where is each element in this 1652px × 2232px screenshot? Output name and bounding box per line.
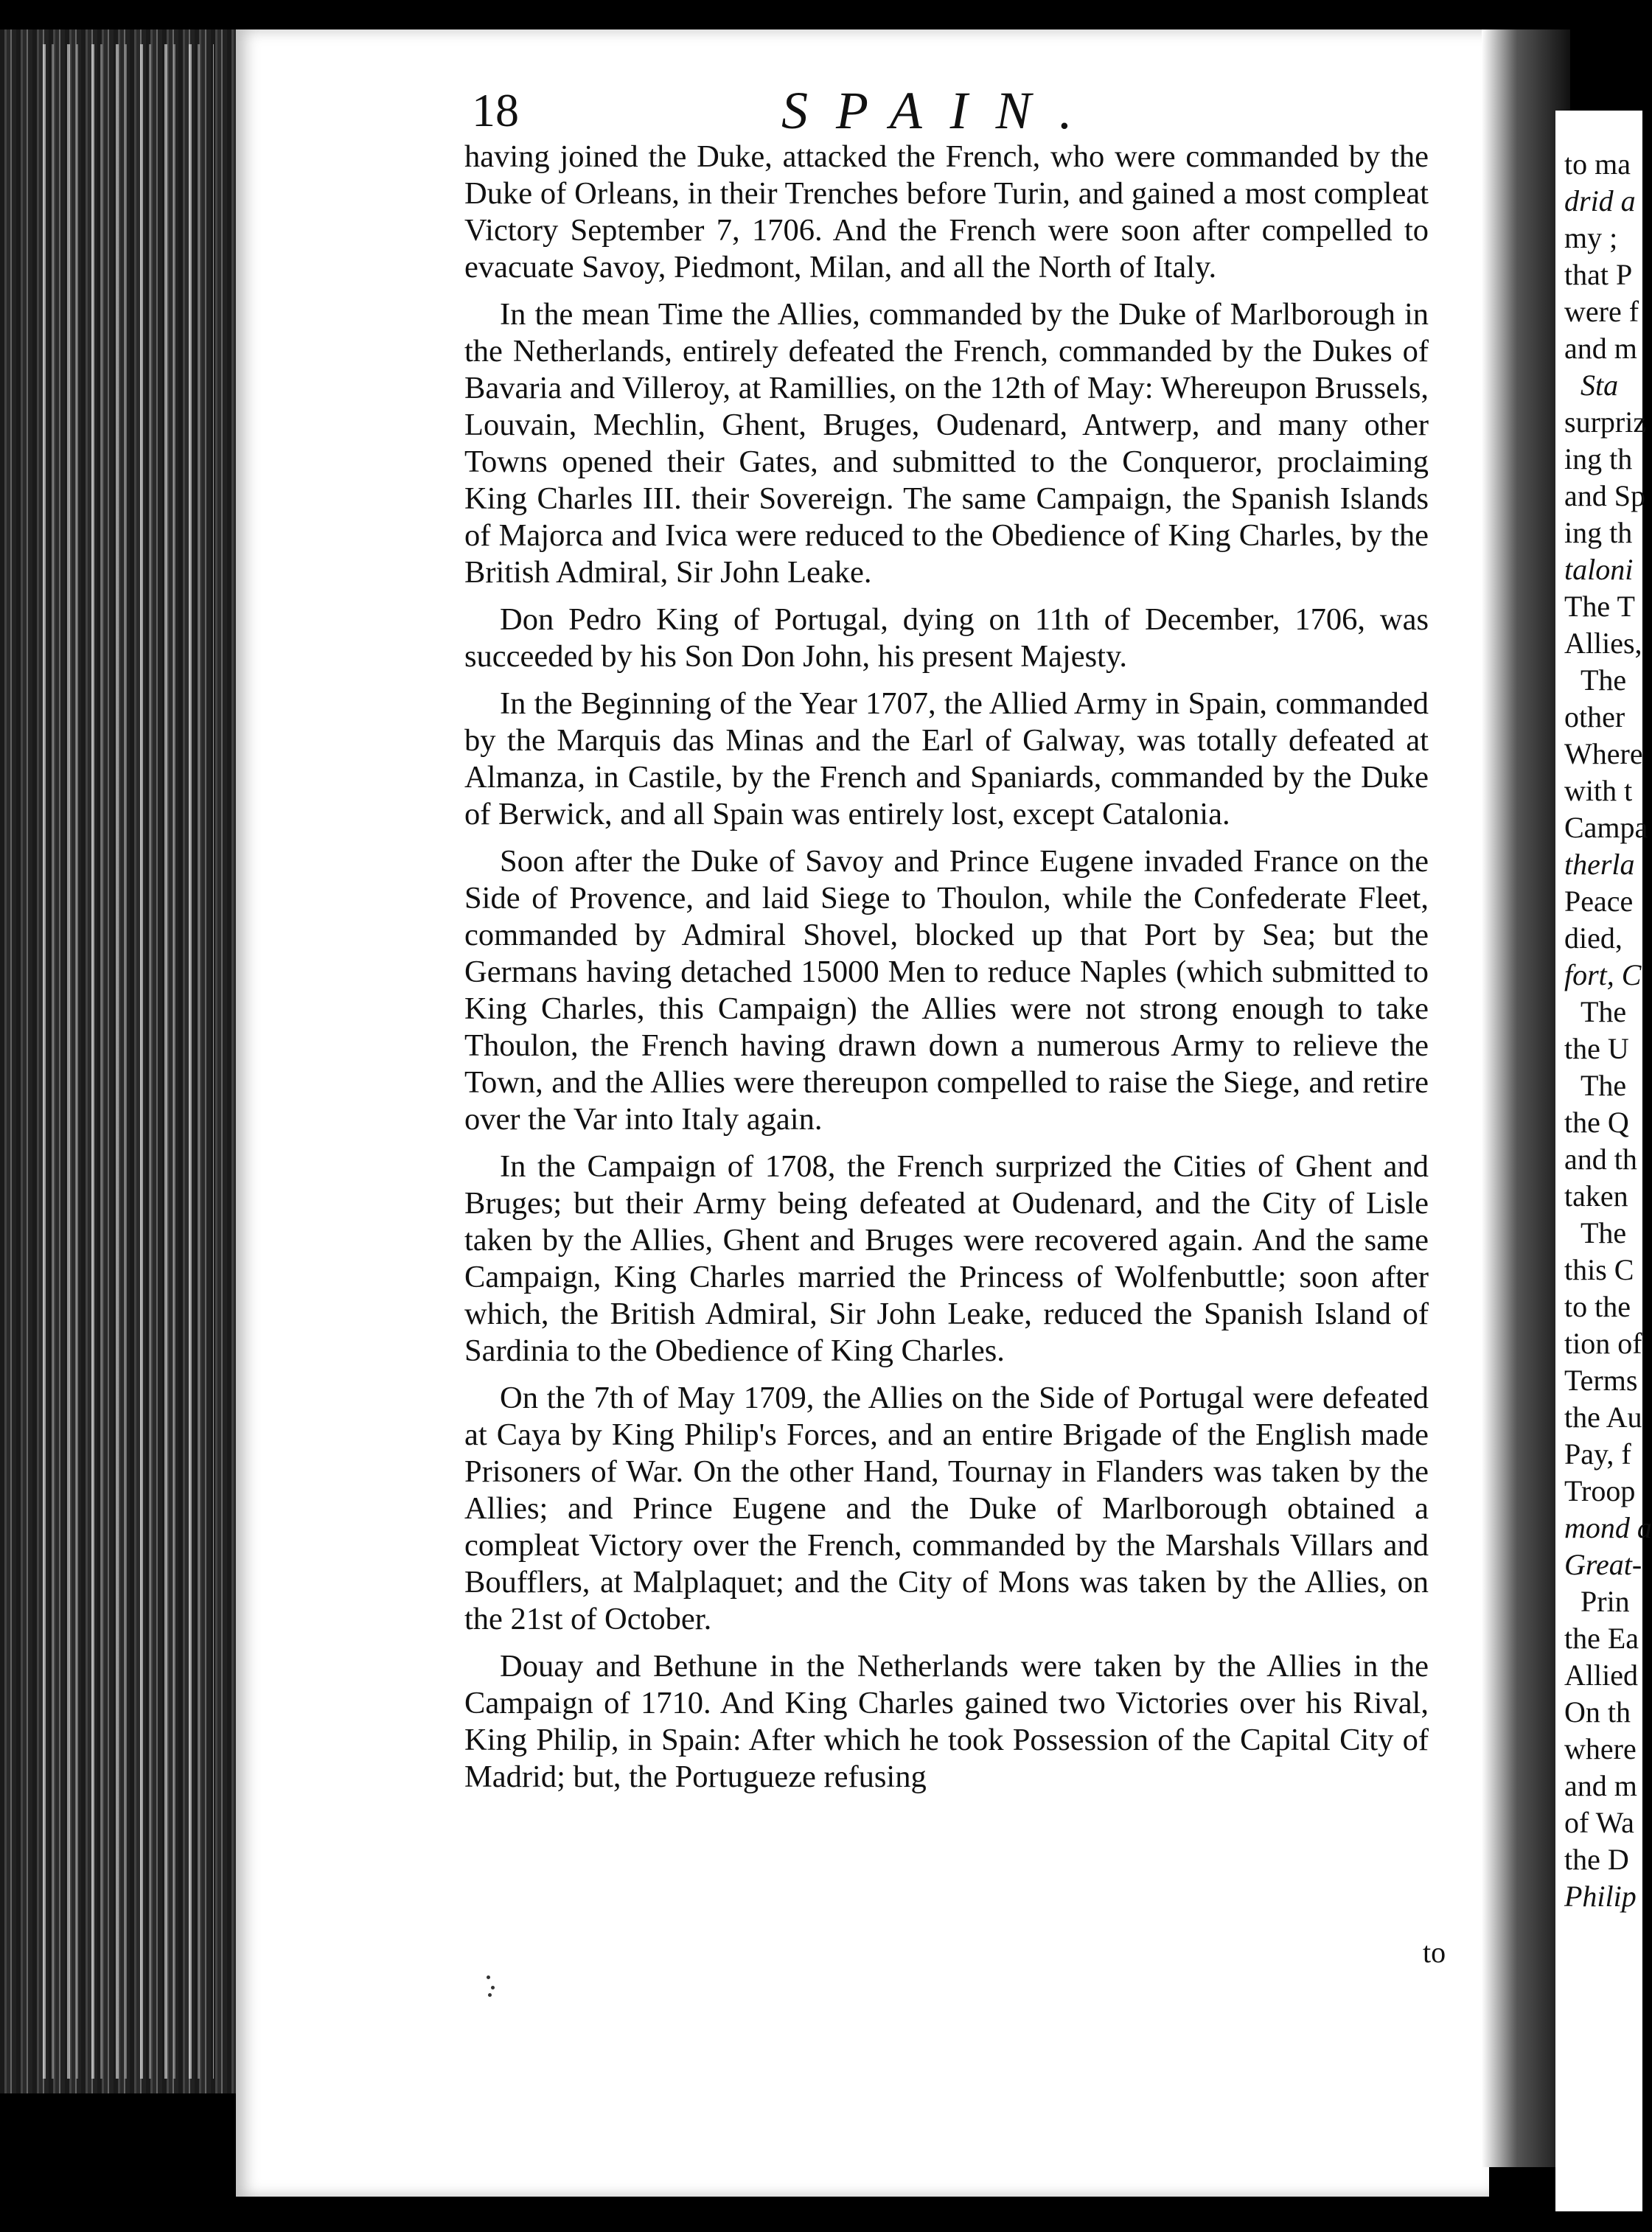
ink-specks	[487, 1975, 501, 1998]
fragment-line: of Wa	[1564, 1806, 1634, 1839]
fragment-line: and Sp	[1564, 479, 1645, 512]
fragment-line: Allied	[1564, 1659, 1638, 1692]
fragment-line: and m	[1564, 332, 1637, 365]
paragraph: On the 7th of May 1709, the Allies on the Side of Portugal were defeated at Caya by King Philip's Forces, and an entire Brigade of the English made Prisoners of War. On the other Hand, Tournay in Flanders was taken by the Allies; and Prince Eugene and the Duke of Marlborough obtained a compleat Victory over the French, commanded by the Marshals Villars and Boufflers, at Malplaquet; and the City of Mons was taken by the Allies, on the 21st of October.	[464, 1381, 1429, 1636]
paragraph: having joined the Duke, attacked the French, who were commanded by the Duke of Orleans, in their Trenches before Turin, and gained a most compleat Victory September 7, 1706. And the French were soon after compelled to evacuate Savoy, Piedmont, Milan, and all the North of Italy.	[464, 139, 1429, 285]
fragment-line: Allies,	[1564, 627, 1642, 660]
fragment-line: On th	[1564, 1695, 1631, 1729]
paragraph: Soon after the Duke of Savoy and Prince Eugene invaded France on the Side of Provence, and laid Siege to Thoulon, while the Confederate Fleet, commanded by Admiral Shovel, blocked up that Port by Sea; but the Germans having detached 15000 Men to reduce Naples (which submitted to King Charles, this Campaign) the Allies were not strong enough to take Thoulon, the French having drawn down a numerous Army to relieve the Town, and the Allies were thereupon compelled to raise the Siege, and retire over the Var into Italy again.	[464, 844, 1429, 1137]
fragment-line: died,	[1564, 921, 1623, 955]
fragment-line: surpriz	[1564, 405, 1647, 439]
fragment-line: Terms	[1564, 1364, 1638, 1397]
fragment-line: where	[1564, 1732, 1637, 1765]
fragment-line: Troop	[1564, 1474, 1636, 1507]
fragment-line: The T	[1564, 590, 1635, 623]
fragment-line: Great-	[1564, 1548, 1642, 1581]
page-number: 18	[472, 84, 519, 136]
paragraph: Don Pedro King of Portugal, dying on 11th of December, 1706, was succeeded by his Son Don John, his present Majesty.	[464, 602, 1429, 674]
fragment-line: to the	[1564, 1290, 1631, 1323]
fragment-line: the U	[1564, 1032, 1629, 1065]
fragment-line: Prin	[1580, 1585, 1630, 1618]
fragment-line: Pay, f	[1564, 1437, 1631, 1471]
right-page-text-fragments	[1564, 146, 1652, 1915]
body-text	[464, 139, 1429, 1806]
book-edge-highlights	[29, 44, 214, 2079]
fragment-line: with t	[1564, 774, 1633, 807]
fragment-line: tion of	[1564, 1327, 1642, 1360]
fragment-line: Campa	[1564, 811, 1648, 844]
fragment-line: The	[1580, 663, 1627, 697]
fragment-line: were f	[1564, 295, 1639, 328]
paragraph: Douay and Bethune in the Netherlands were taken by the Allies in the Campaign of 1710. And King Charles gained two Victories over his Rival, King Philip, in Spain: After which he took Possession of the Capital City of Madrid; but, the Portugueze refusing	[464, 1649, 1429, 1794]
paragraph: In the Beginning of the Year 1707, the Allied Army in Spain, commanded by the Marquis das Minas and the Earl of Galway, was totally defeated at Almanza, in Castile, by the French and Spaniards, commanded by the Duke of Berwick, and all Spain was entirely lost, except Catalonia.	[464, 686, 1429, 831]
catchword: to	[1423, 1936, 1446, 1969]
fragment-line: the Q	[1564, 1106, 1629, 1139]
fragment-line: Where	[1564, 737, 1643, 770]
fragment-line: my ;	[1564, 221, 1618, 254]
fragment-line: The	[1580, 1069, 1627, 1102]
fragment-line: Peace	[1564, 885, 1634, 918]
fragment-line: taken	[1564, 1179, 1628, 1213]
fragment-line: that P	[1564, 258, 1633, 291]
fragment-line: taloni	[1564, 553, 1634, 586]
fragment-line: ing th	[1564, 442, 1633, 475]
fragment-line: Sta	[1580, 369, 1619, 402]
fragment-line: and m	[1564, 1769, 1637, 1802]
fragment-line: mond a	[1564, 1511, 1652, 1544]
paragraph: In the mean Time the Allies, commanded by the Duke of Marlborough in the Netherlands, entirely defeated the French, commanded by the Dukes of Bavaria and Villeroy, at Ramillies, on the 12th of May: Whereupon Brussels, Louvain, Mechlin, Ghent, Bruges, Oudenard, Antwerp, and many other Towns opened their Gates, and submitted to the Conqueror, proclaiming King Charles III. their Sovereign. The same Campaign, the Spanish Islands of Majorca and Ivica were reduced to the Obedience of King Charles, by the British Admiral, Sir John Leake.	[464, 297, 1429, 590]
fragment-line: drid a	[1564, 184, 1636, 217]
fragment-line: this C	[1564, 1253, 1634, 1286]
fragment-line: therla	[1564, 848, 1635, 881]
fragment-line: to ma	[1564, 147, 1631, 181]
page-title: SPAIN.	[781, 81, 1101, 140]
fragment-line: the Ea	[1564, 1622, 1639, 1655]
paragraph: In the Campaign of 1708, the French surprized the Cities of Ghent and Bruges; but their Army being defeated at Oudenard, and the City of Lisle taken by the Allies, Ghent and Bruges were recovered again. And the same Campaign, King Charles married the Princess of Wolfenbuttle; soon after which, the British Admiral, Sir John Leake, reduced the Spanish Island of Sardinia to the Obedience of King Charles.	[464, 1149, 1429, 1368]
fragment-line: and th	[1564, 1143, 1637, 1176]
right-page-partial	[1555, 111, 1652, 2211]
fragment-line: The	[1580, 1216, 1627, 1249]
fragment-line: The	[1580, 995, 1627, 1028]
fragment-line: ing th	[1564, 516, 1633, 549]
fragment-line: fort, C	[1564, 958, 1642, 991]
fragment-line: other	[1564, 700, 1625, 733]
fragment-line: the D	[1564, 1843, 1629, 1876]
fragment-line: Philip	[1564, 1880, 1637, 1913]
fragment-line: the Au	[1564, 1401, 1642, 1434]
